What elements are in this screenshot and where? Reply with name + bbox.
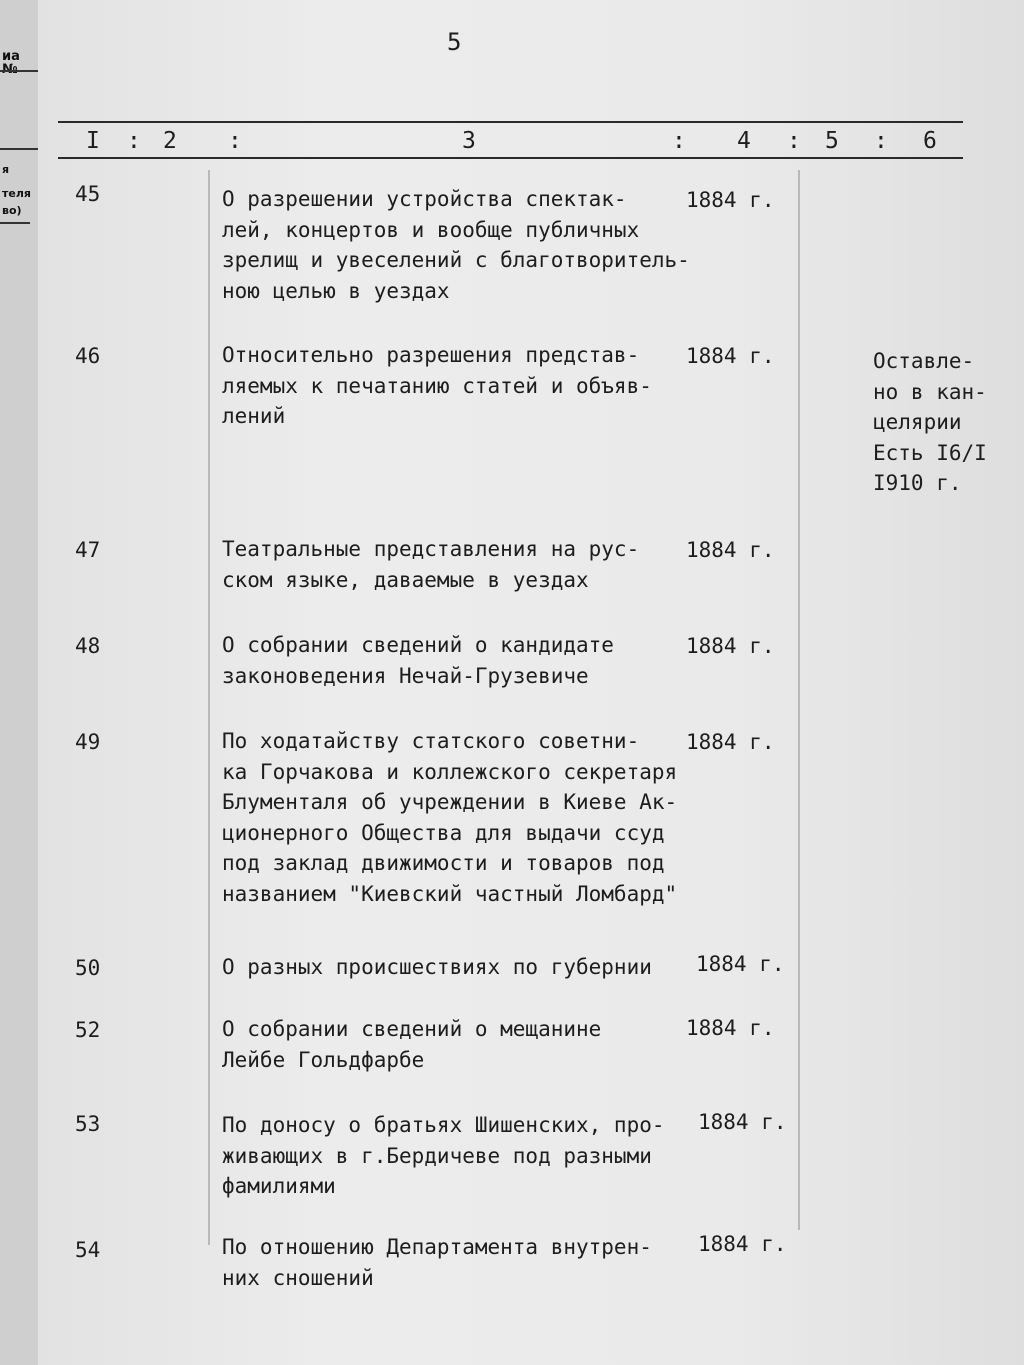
column-separator: : [874, 128, 888, 154]
column-divider [208, 170, 210, 1245]
row-number: 48 [75, 634, 101, 658]
adjacent-page-edge [0, 0, 38, 1365]
column-separator: : [787, 128, 801, 154]
row-description: О собрании сведений о кандидате законоведения Нечай-Грузевиче [222, 633, 614, 688]
row-number: 49 [75, 730, 101, 754]
row-description: О разных происшествиях по губернии [222, 955, 652, 979]
row-description: О собрании сведений о мещанине Лейбе Гольдфарбе [222, 1017, 602, 1072]
row-number: 50 [75, 956, 101, 980]
margin-fragment: иа [2, 49, 20, 64]
column-divider [798, 170, 800, 1230]
row-number: 54 [75, 1238, 101, 1262]
row-description: Театральные представления на рус- ском языке, даваемые в уездах [222, 537, 640, 592]
row-number: 45 [75, 182, 101, 206]
row-year: 1884 г. [696, 952, 785, 976]
column-separator: : [672, 128, 686, 154]
row-number: 52 [75, 1018, 101, 1042]
row-year: 1884 г. [698, 1232, 787, 1256]
row-description: По доносу о братьях Шишенских, про- живающих в г.Бердичеве под разными фамилиями [222, 1113, 665, 1198]
column-number: I [86, 128, 100, 154]
column-number: 5 [825, 128, 839, 154]
row-number: 46 [75, 344, 101, 368]
margin-fragment: во) [2, 204, 22, 217]
row-year: 1884 г. [698, 1110, 787, 1134]
note-column-6: Оставле- но в кан- целярии Есть I6/I I910 г. [873, 349, 987, 495]
column-number: 4 [737, 128, 751, 154]
row-description: По ходатайству статского советни- ка Горчакова и коллежского секретаря Блументаля об учреждении в Киеве Ак- ционерного Общества для выдачи ссуд под заклад движимости и товаров под названием "Киевский частный Ломбард" [222, 729, 678, 906]
row-description: По отношению Департамента внутрен- них сношений [222, 1235, 652, 1290]
row-year: 1884 г. [686, 730, 775, 754]
row-year: 1884 г. [686, 538, 775, 562]
margin-fragment: теля [2, 187, 31, 200]
row-year: 1884 г. [686, 634, 775, 658]
column-number: 2 [163, 128, 177, 154]
row-year: 1884 г. [686, 344, 775, 368]
column-separator: : [228, 128, 242, 154]
page-number: 5 [447, 28, 462, 56]
column-number: 3 [462, 128, 476, 154]
row-description: О разрешении устройства спектак- лей, концертов и вообще публичных зрелищ и увеселений с благотворитель- ною целью в уездах [222, 187, 690, 303]
column-separator: : [127, 128, 141, 154]
row-number: 53 [75, 1112, 101, 1136]
row-year: 1884 г. [686, 1016, 775, 1040]
header-bottom-rule [58, 157, 963, 159]
column-number: 6 [923, 128, 937, 154]
row-description: Относительно разрешения представ- ляемых к печатанию статей и объяв- лений [222, 343, 652, 428]
row-year: 1884 г. [686, 188, 775, 212]
margin-fragment: я [2, 163, 10, 176]
header-top-rule [58, 121, 963, 123]
row-number: 47 [75, 538, 101, 562]
